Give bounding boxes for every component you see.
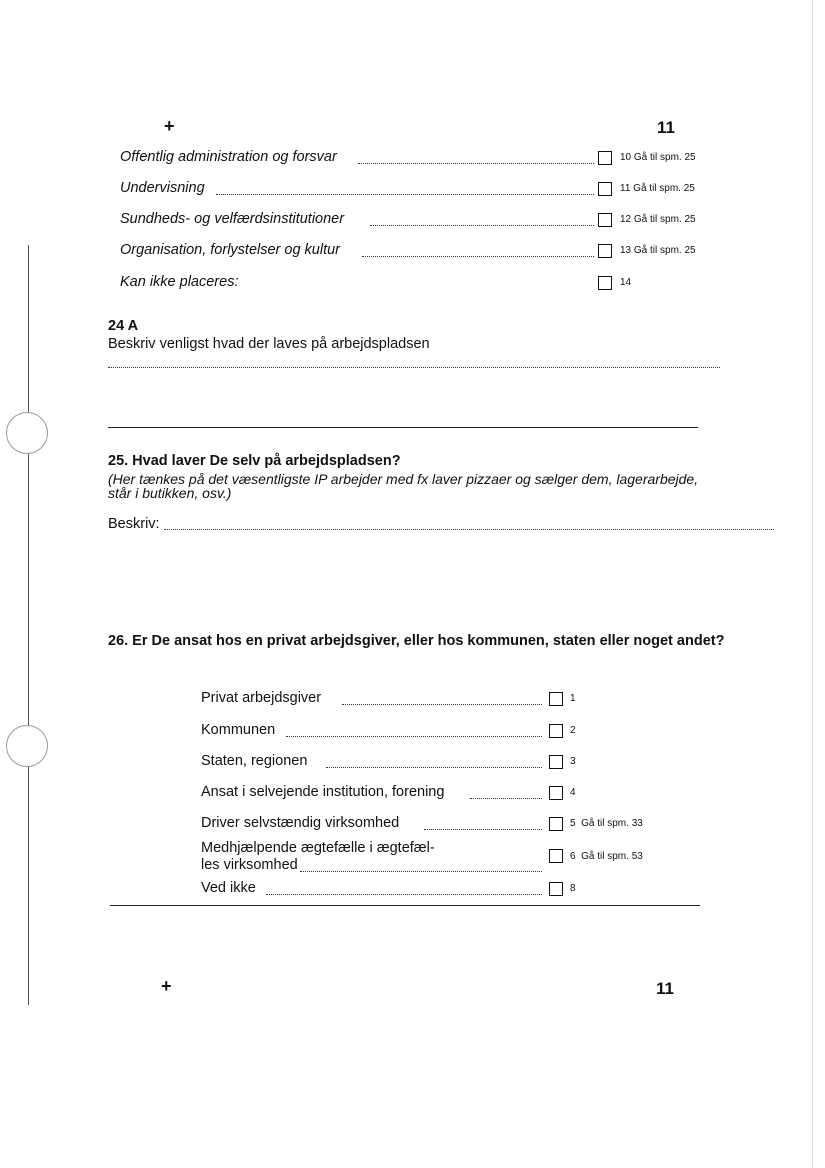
- option-label: Kan ikke placeres:: [120, 274, 239, 290]
- q26-option: [0, 753, 825, 775]
- option-label: Sundheds- og velfærdsinstitutioner: [120, 211, 345, 227]
- leader-dots: [300, 871, 542, 872]
- skip-instruction: Gå til spm. 53: [581, 851, 643, 862]
- question-title: 25. Hvad laver De selv på arbejdspladsen?: [108, 453, 401, 469]
- checkbox[interactable]: [549, 849, 563, 863]
- registration-mark: +: [161, 976, 172, 996]
- answer-code: 6: [570, 851, 576, 862]
- answer-code: 4: [570, 787, 576, 798]
- answer-code: 1: [570, 693, 576, 704]
- leader-dots: [362, 256, 594, 257]
- option-label: Medhjælpende ægtefælle i ægtefæl-: [201, 840, 435, 856]
- q24-option: [0, 274, 825, 296]
- option-label: Driver selvstændig virksomhed: [201, 815, 400, 831]
- leader-dots: [216, 194, 594, 195]
- option-label: Organisation, forlystelser og kultur: [120, 242, 341, 258]
- checkbox[interactable]: [549, 724, 563, 738]
- skip-instruction: Gå til spm. 25: [633, 214, 696, 225]
- q26-option: [0, 784, 825, 806]
- leader-dots: [470, 798, 542, 799]
- option-label: Ved ikke: [201, 880, 256, 896]
- page-number: 11: [657, 118, 675, 137]
- q24-option: [0, 242, 825, 264]
- punch-hole: [6, 412, 48, 454]
- question-prompt: Beskriv venligst hvad der laves på arbejdspladsen: [108, 336, 430, 352]
- skip-instruction: Gå til spm. 25: [633, 152, 696, 163]
- q24-option: [0, 211, 825, 233]
- q24-option: [0, 149, 825, 171]
- leader-dots: [370, 225, 594, 226]
- answer-code: 14: [620, 277, 632, 288]
- question-title: 26. Er De ansat hos en privat arbejdsgiver, eller hos kommunen, staten eller noget andet?: [108, 633, 725, 649]
- question-hint: står i butikken, osv.): [108, 485, 232, 501]
- answer-code: 11: [620, 183, 631, 194]
- option-label: Staten, regionen: [201, 753, 308, 769]
- section-divider: [110, 905, 700, 906]
- answer-code: 2: [570, 725, 576, 736]
- answer-code: 10: [620, 152, 632, 163]
- answer-code: 13: [620, 245, 632, 256]
- answer-line[interactable]: [164, 529, 774, 530]
- q26-option: [0, 840, 825, 878]
- q24-option: [0, 180, 825, 202]
- option-label: Undervisning: [120, 180, 205, 196]
- leader-dots: [342, 704, 542, 705]
- page-number: 11: [656, 979, 674, 998]
- question-hint: (Her tænkes på det væsentligste IP arbejder med fx laver pizzaer og sælger dem, lagerarbejde,: [108, 471, 699, 487]
- answer-code: 8: [570, 883, 576, 894]
- section-divider: [108, 427, 698, 428]
- checkbox[interactable]: [598, 182, 612, 196]
- leader-dots: [286, 736, 542, 737]
- leader-dots: [358, 163, 594, 164]
- checkbox[interactable]: [549, 882, 563, 896]
- answer-line[interactable]: [108, 367, 720, 368]
- q26-option: [0, 690, 825, 712]
- scan-edge-line: [812, 0, 813, 1168]
- question-number: 24 A: [108, 318, 139, 334]
- skip-instruction: Gå til spm. 33: [581, 818, 643, 829]
- registration-mark: +: [164, 116, 175, 136]
- leader-dots: [266, 894, 542, 895]
- checkbox[interactable]: [549, 755, 563, 769]
- answer-code: 5: [570, 818, 576, 829]
- q26-option: [0, 880, 825, 902]
- leader-dots: [424, 829, 542, 830]
- checkbox[interactable]: [598, 244, 612, 258]
- checkbox[interactable]: [598, 151, 612, 165]
- checkbox[interactable]: [549, 692, 563, 706]
- skip-instruction: Gå til spm. 25: [633, 183, 695, 194]
- q26-option: [0, 815, 825, 837]
- skip-instruction: Gå til spm. 25: [633, 245, 696, 256]
- option-label: Kommunen: [201, 722, 276, 738]
- option-label: Privat arbejdsgiver: [201, 690, 322, 706]
- checkbox[interactable]: [549, 817, 563, 831]
- describe-label: Beskriv:: [108, 516, 160, 532]
- checkbox[interactable]: [549, 786, 563, 800]
- checkbox[interactable]: [598, 276, 612, 290]
- option-label: les virksomhed: [201, 857, 298, 873]
- option-label: Offentlig administration og forsvar: [120, 149, 337, 165]
- checkbox[interactable]: [598, 213, 612, 227]
- leader-dots: [326, 767, 542, 768]
- answer-code: 12: [620, 214, 632, 225]
- answer-code: 3: [570, 756, 576, 767]
- option-label: Ansat i selvejende institution, forening: [201, 784, 445, 800]
- q26-option: [0, 722, 825, 744]
